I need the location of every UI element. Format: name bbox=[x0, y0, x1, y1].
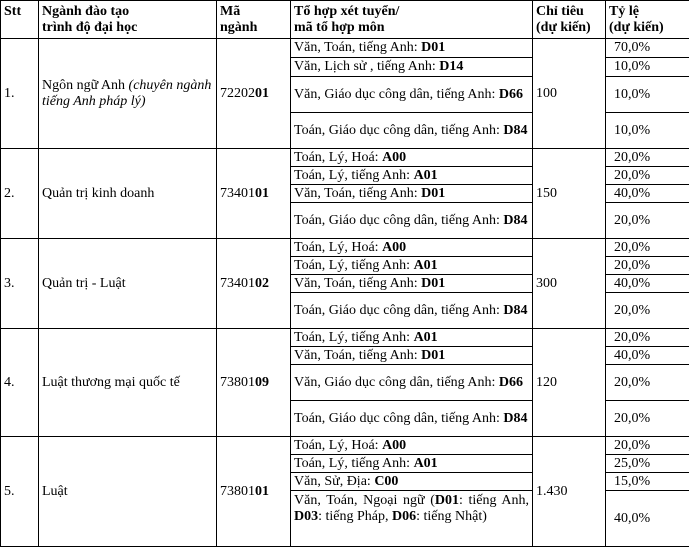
rate-cell: 20,0% bbox=[606, 203, 689, 239]
combo-cell: Toán, Lý, tiếng Anh: A01 bbox=[291, 257, 533, 275]
rate-cell: 20,0% bbox=[606, 239, 689, 257]
quota-cell: 1.430 bbox=[533, 437, 606, 547]
rate-cell: 10,0% bbox=[606, 77, 689, 113]
quota-cell: 150 bbox=[533, 149, 606, 239]
combo-cell: Toán, Giáo dục công dân, tiếng Anh: D84 bbox=[291, 203, 533, 239]
header-major: Ngành đào tạo trình độ đại học bbox=[39, 1, 217, 39]
combo-cell: Văn, Lịch sử , tiếng Anh: D14 bbox=[291, 58, 533, 77]
major-cell: Ngôn ngữ Anh (chuyên ngành tiếng Anh pháp lý) bbox=[39, 39, 217, 149]
header-combo: Tổ hợp xét tuyển/ mã tổ hợp môn bbox=[291, 1, 533, 39]
stt-cell: 5. bbox=[1, 437, 39, 547]
major-cell: Quản trị - Luật bbox=[39, 239, 217, 329]
rate-cell: 20,0% bbox=[606, 167, 689, 185]
stt-cell: 1. bbox=[1, 39, 39, 149]
combo-cell: Toán, Lý, Hoá: A00 bbox=[291, 239, 533, 257]
major-code-cell: 7380101 bbox=[217, 437, 291, 547]
major-cell: Quản trị kinh doanh bbox=[39, 149, 217, 239]
table-row bbox=[1, 149, 689, 167]
major-code-cell: 7220201 bbox=[217, 39, 291, 149]
combo-cell: Văn, Toán, tiếng Anh: D01 bbox=[291, 275, 533, 293]
major-code-cell: 7340102 bbox=[217, 239, 291, 329]
quota-cell: 300 bbox=[533, 239, 606, 329]
rate-cell: 20,0% bbox=[606, 329, 689, 347]
header-rate: Tỷ lệ (dự kiến) bbox=[606, 1, 689, 39]
header-stt: Stt bbox=[1, 1, 39, 39]
combo-cell: Văn, Sử, Địa: C00 bbox=[291, 473, 533, 491]
rate-cell: 25,0% bbox=[606, 455, 689, 473]
table-row bbox=[1, 329, 689, 347]
stt-cell: 3. bbox=[1, 239, 39, 329]
rate-cell: 40,0% bbox=[606, 185, 689, 203]
combo-cell: Toán, Giáo dục công dân, tiếng Anh: D84 bbox=[291, 401, 533, 437]
rate-cell: 70,0% bbox=[606, 39, 689, 58]
combo-cell: Toán, Lý, tiếng Anh: A01 bbox=[291, 455, 533, 473]
rate-cell: 20,0% bbox=[606, 149, 689, 167]
combo-cell: Toán, Giáo dục công dân, tiếng Anh: D84 bbox=[291, 113, 533, 149]
major-code-cell: 7380109 bbox=[217, 329, 291, 437]
major-cell: Luật bbox=[39, 437, 217, 547]
stt-cell: 4. bbox=[1, 329, 39, 437]
combo-cell: Toán, Lý, tiếng Anh: A01 bbox=[291, 167, 533, 185]
combo-cell: Văn, Toán, Ngoại ngữ (D01: tiếng Anh, D03: tiếng Pháp, D06: tiếng Nhật) bbox=[291, 491, 533, 547]
table-row bbox=[1, 239, 689, 257]
rate-cell: 15,0% bbox=[606, 473, 689, 491]
combo-cell: Toán, Lý, Hoá: A00 bbox=[291, 149, 533, 167]
stt-cell: 2. bbox=[1, 149, 39, 239]
quota-cell: 120 bbox=[533, 329, 606, 437]
table-row bbox=[1, 437, 689, 455]
rate-cell: 10,0% bbox=[606, 58, 689, 77]
header-code: Mã ngành bbox=[217, 1, 291, 39]
combo-cell: Toán, Lý, Hoá: A00 bbox=[291, 437, 533, 455]
header-quota: Chỉ tiêu (dự kiến) bbox=[533, 1, 606, 39]
major-code-cell: 7340101 bbox=[217, 149, 291, 239]
combo-cell: Văn, Giáo dục công dân, tiếng Anh: D66 bbox=[291, 365, 533, 401]
major-cell: Luật thương mại quốc tế bbox=[39, 329, 217, 437]
combo-cell: Văn, Toán, tiếng Anh: D01 bbox=[291, 39, 533, 58]
rate-cell: 20,0% bbox=[606, 257, 689, 275]
header-row bbox=[1, 1, 689, 39]
rate-cell: 40,0% bbox=[606, 347, 689, 365]
combo-cell: Văn, Toán, tiếng Anh: D01 bbox=[291, 185, 533, 203]
rate-cell: 20,0% bbox=[606, 437, 689, 455]
combo-cell: Toán, Lý, tiếng Anh: A01 bbox=[291, 329, 533, 347]
rate-cell: 20,0% bbox=[606, 365, 689, 401]
rate-cell: 40,0% bbox=[606, 275, 689, 293]
combo-cell: Văn, Giáo dục công dân, tiếng Anh: D66 bbox=[291, 77, 533, 113]
rate-cell: 20,0% bbox=[606, 293, 689, 329]
table-row bbox=[1, 39, 689, 58]
rate-cell: 20,0% bbox=[606, 401, 689, 437]
quota-cell: 100 bbox=[533, 39, 606, 149]
rate-cell: 40,0% bbox=[606, 491, 689, 547]
combo-cell: Toán, Giáo dục công dân, tiếng Anh: D84 bbox=[291, 293, 533, 329]
combo-cell: Văn, Toán, tiếng Anh: D01 bbox=[291, 347, 533, 365]
rate-cell: 10,0% bbox=[606, 113, 689, 149]
